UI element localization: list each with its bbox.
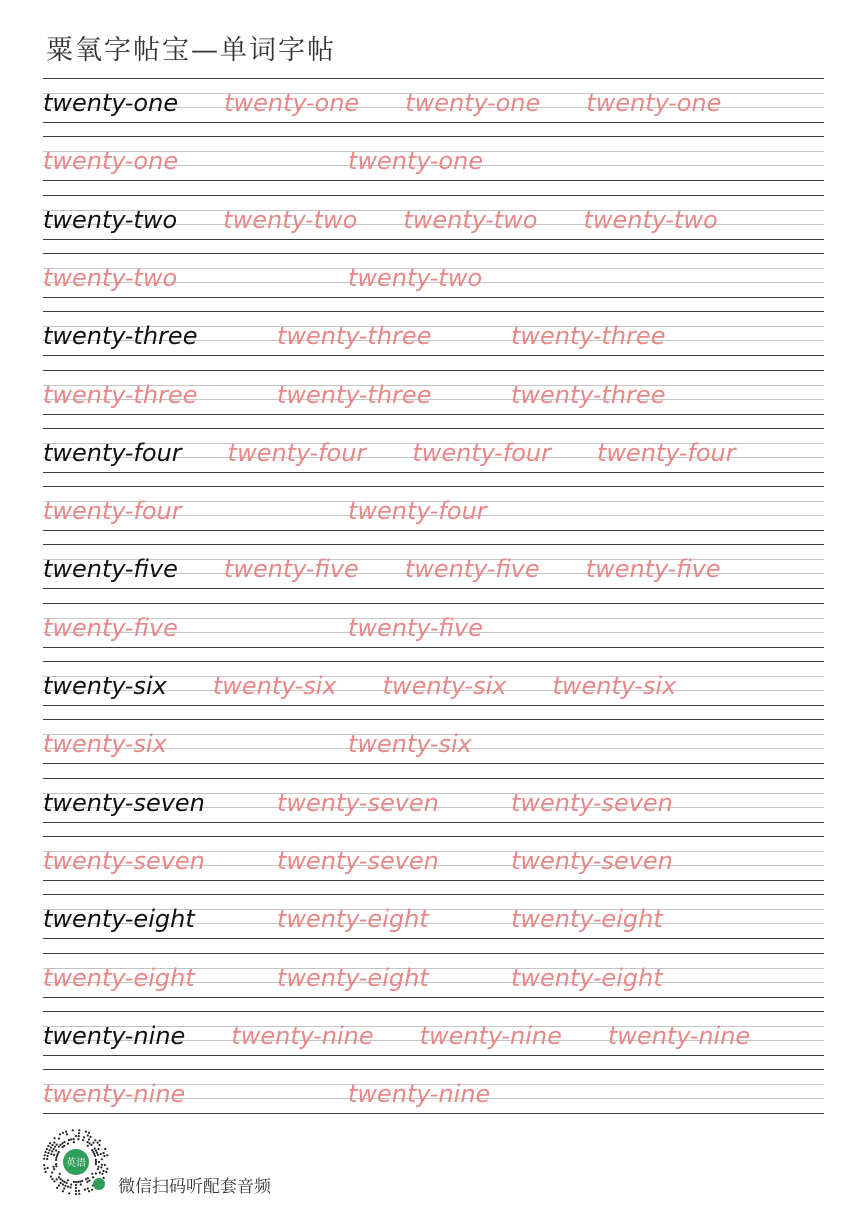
trace-word: twenty-nine [419,1021,562,1050]
trace-word: twenty-seven [511,846,673,875]
trace-word: twenty-seven [511,788,673,817]
trace-word: twenty-nine [607,1021,751,1050]
trace-word: twenty-eight [511,963,663,992]
trace-word: twenty-one [348,147,484,176]
rule-line [43,1069,824,1070]
trace-word: twenty-six [382,672,507,700]
writing-row [43,428,824,473]
rule-line [43,1011,824,1012]
writing-row [43,311,824,356]
trace-word: twenty-three [511,322,666,351]
trace-word: twenty-five [404,555,540,584]
trace-word: twenty-three [43,380,198,409]
rule-line [43,661,824,662]
rule-line [43,544,824,545]
rule-line [43,603,824,604]
model-word: twenty-one [43,89,179,117]
trace-word: twenty-five [223,555,359,584]
model-word: twenty-three [43,322,198,351]
model-word: twenty-eight [43,905,195,934]
trace-word: twenty-nine [348,1080,491,1109]
trace-word: twenty-six [552,672,677,700]
writing-row [43,78,824,123]
trace-word: twenty-five [348,613,483,642]
trace-word: twenty-six [348,730,472,759]
trace-word: twenty-six [212,672,337,700]
rule-line [43,953,824,954]
writing-row [43,136,824,181]
rule-line [43,253,824,254]
model-word: twenty-four [43,438,182,467]
rule-line [43,1113,824,1114]
rule-line [43,122,824,123]
writing-row [43,253,824,298]
qr-mini-badge [93,1178,105,1190]
rule-line [43,1055,824,1056]
scan-caption: 微信扫码听配套音频 [118,1177,271,1197]
rule-line [43,719,824,720]
writing-row [43,661,824,706]
trace-word: twenty-three [511,380,666,409]
rule-line [43,297,824,298]
trace-word: twenty-four [43,497,182,526]
rule-line [43,880,824,881]
rule-line [43,836,824,837]
rule-line [43,647,824,648]
qr-badge-text: 英语 [66,1158,86,1169]
rule-line [43,180,824,181]
trace-word: twenty-seven [43,846,205,875]
trace-word: twenty-five [43,613,178,642]
writing-row [43,544,824,589]
rule-line [43,763,824,764]
writing-row [43,603,824,648]
rule-line [43,530,824,531]
trace-word: twenty-two [348,263,483,292]
rule-line [43,239,824,240]
writing-row [43,778,824,823]
rule-line [43,195,824,196]
trace-word: twenty-eight [43,963,195,992]
writing-row [43,953,824,998]
rule-line [43,778,824,779]
trace-word: twenty-three [277,322,432,351]
trace-word: twenty-four [227,438,367,467]
trace-word: twenty-four [596,438,736,467]
qr-code[interactable] [40,1126,112,1198]
rule-line [43,370,824,371]
rule-line [43,894,824,895]
trace-word: twenty-six [43,730,167,759]
trace-word: twenty-four [412,438,551,467]
rule-line [43,428,824,429]
trace-word: twenty-one [586,89,722,117]
rule-line [43,997,824,998]
writing-row [43,195,824,240]
trace-word: twenty-seven [277,846,439,875]
trace-word: twenty-three [277,380,432,409]
trace-word: twenty-two [223,205,358,234]
writing-row [43,719,824,764]
rule-line [43,938,824,939]
page-title: 粟氧字帖宝—单词字帖 [46,35,336,66]
trace-word: twenty-one [405,89,541,117]
trace-word: twenty-eight [277,963,429,992]
trace-word: twenty-two [583,205,718,234]
trace-word: twenty-nine [231,1021,374,1050]
trace-word: twenty-one [43,147,179,176]
trace-word: twenty-seven [277,788,439,817]
rule-line [43,414,824,415]
model-word: twenty-six [43,672,167,700]
trace-word: twenty-four [348,497,487,526]
trace-word: twenty-five [585,555,721,584]
rule-line [43,78,824,79]
writing-row [43,370,824,415]
writing-row [43,1011,824,1056]
writing-row [43,1069,824,1114]
rule-line [43,822,824,823]
model-word: twenty-seven [43,788,205,817]
footer [40,1126,440,1198]
model-word: twenty-nine [43,1021,186,1050]
writing-row [43,836,824,881]
model-word: twenty-two [43,205,178,234]
rule-line [43,136,824,137]
rule-line [43,705,824,706]
rule-line [43,486,824,487]
trace-word: twenty-eight [511,905,663,934]
trace-word: twenty-two [43,263,178,292]
trace-word: twenty-nine [43,1080,186,1109]
trace-word: twenty-two [403,205,538,234]
trace-word: twenty-one [224,89,360,117]
model-word: twenty-five [43,555,178,584]
trace-word: twenty-eight [277,905,429,934]
writing-row [43,486,824,531]
rule-line [43,588,824,589]
rule-line [43,311,824,312]
writing-row [43,894,824,939]
rule-line [43,472,824,473]
rule-line [43,355,824,356]
